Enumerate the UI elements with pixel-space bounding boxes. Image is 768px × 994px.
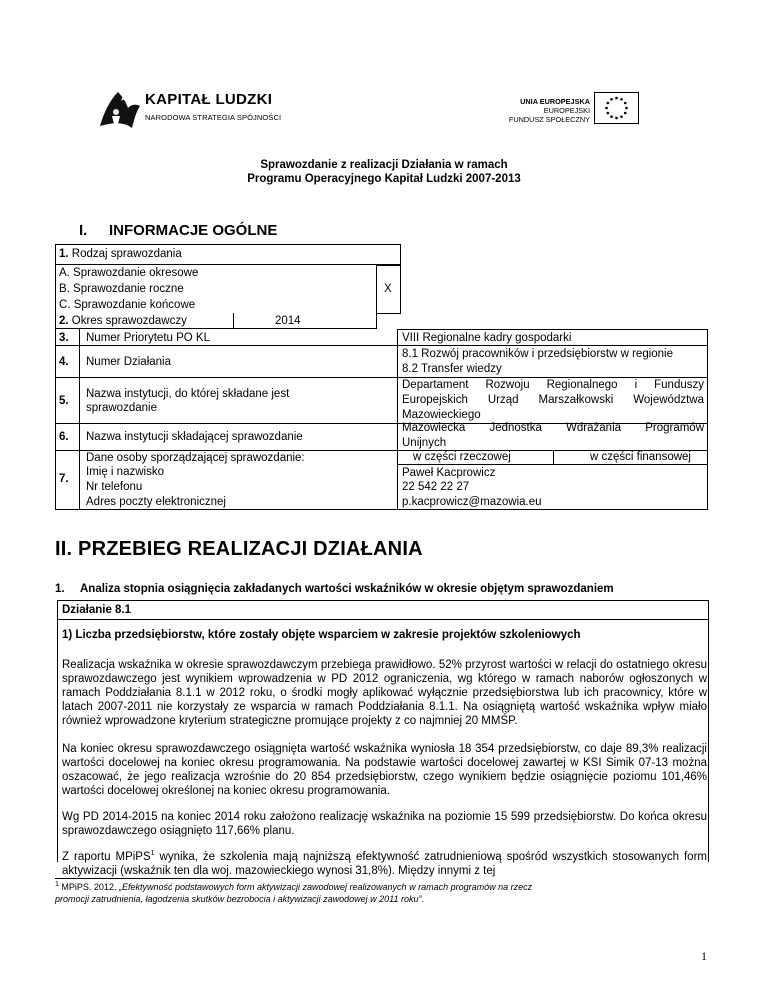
report-type-b: B. Sprawozdanie roczne (59, 283, 184, 295)
row-4-value-2: 8.2 Transfer wiedzy (402, 363, 502, 375)
paragraph-4: Z raportu MPiPS$^1$ wynika, że szkolenia mają najniższą efektywność zatrudnieniową spośród wszystkich stosowanych form aktywizacji (wskaźnik ten dla woj. mazowieckiego wynosi 31,8%). Między innymi z tej (62, 850, 707, 877)
document-title (0, 158, 768, 186)
row-5-value-3: Mazowieckiego (402, 409, 481, 421)
period-label: 2. Okres sprawozdawczy (59, 315, 187, 327)
report-type-mark: X (384, 283, 392, 295)
row-4-label: Numer Działania (86, 356, 172, 368)
paragraph-3: Wg PD 2014-2015 na koniec 2014 roku założono realizację wskaźnika na poziomie 15 599 przedsiębiorstw. Do końca okresu sprawozdawczego osiągnięto 117,66% planu. (62, 811, 707, 837)
row-6-label: Nazwa instytucji składającej sprawozdanie (86, 431, 303, 443)
row-4-number: 4. (59, 356, 69, 368)
row-6-value-1: Mazowiecka Jednostka Wdrażania Programów (402, 422, 704, 434)
row-4-value-1: 8.1 Rozwój pracowników i przedsiębiorstw w regionie (402, 348, 674, 360)
section-1-title: INFORMACJE OGÓLNE (109, 222, 278, 239)
footnote: $^1$ MPiPS. 2012. „Efektywność podstawowych form aktywizacji zawodowej realizowanych w ramach programów na rzecz promocji zatrudnienia, łagodzenia skutków bezrobocia i aktywizacji zawodowej w 2011 roku”. (55, 881, 533, 904)
kapital-ludzki-emblem-icon (100, 88, 140, 128)
section-1-number: I. (79, 222, 88, 239)
row-6-number: 6. (59, 431, 69, 443)
eu-flag-icon (594, 92, 639, 124)
kapital-ludzki-title: KAPITAŁ LUDZKI (145, 91, 273, 108)
kapital-ludzki-subtitle: NARODOWA STRATEGIA SPÓJNOŚCI (145, 113, 282, 122)
row-7-name: Paweł Kacprowicz (402, 467, 496, 479)
eu-line-2: EUROPEJSKI (543, 106, 590, 115)
row-7-part-2: w części finansowej (590, 451, 691, 463)
row-5-label-2: sprawozdanie (86, 402, 157, 414)
report-type-a: A. Sprawozdanie okresowe (59, 267, 199, 279)
subsection-1-heading: 1. Analiza stopnia osiągnięcia zakładanych wartości wskaźników w okresie objętym sprawozdaniem (55, 583, 614, 595)
page-number: 1 (701, 949, 707, 963)
eu-line-3: FUNDUSZ SPOŁECZNY (508, 115, 590, 124)
document-title-line-2: Programu Operacyjnego Kapitał Ludzki 2007-2013 (247, 173, 521, 185)
box-title: Działanie 8.1 (62, 604, 132, 616)
row-3-label: Numer Priorytetu PO KL (86, 332, 210, 344)
eu-line-1: UNIA EUROPEJSKA (520, 97, 590, 106)
kapital-ludzki-logo (96, 82, 236, 134)
eu-logo-text (478, 97, 590, 124)
row-3-number: 3. (59, 332, 69, 344)
row-7-part-1: w części rzeczowej (413, 451, 511, 463)
report-type-c: C. Sprawozdanie końcowe (59, 299, 196, 311)
paragraph-2: Na koniec okresu sprawozdawczego osiągnięta wartość wskaźnika wyniosła 18 354 przedsiębiorstw, co daje 89,3% realizacji wartości docelowej na koniec okresu programowania. Na podstawie wartości docelowej zawartej w KSI Simik 07-13 można oszacować, że jego realizacja wzrośnie do 20 854 przedsiębiorstw, czego wynikiem będzie osiągnięcie poziomu 101,46% wartości docelowej określonej na koniec okresu programowania. (62, 743, 707, 797)
row-7-email: p.kacprowicz@mazowia.eu (402, 496, 542, 508)
row-5-label-1: Nazwa instytucji, do której składane jest (86, 388, 290, 400)
period-value: 2014 (275, 315, 301, 327)
row-7-phone: 22 542 22 27 (402, 481, 470, 493)
row-5-value-2: Europejskich Urząd Marszałkowski Województwa (402, 394, 704, 406)
indicator-heading: 1) Liczba przedsiębiorstw, które zostały objęte wsparciem w zakresie projektów szkoleniowych (62, 629, 581, 641)
row-7-label-2: Imię i nazwisko (86, 466, 164, 478)
row-7-number: 7. (59, 473, 69, 485)
section-2-heading: II. PRZEBIEG REALIZACJI DZIAŁANIA (55, 538, 423, 560)
footnote-ref[interactable]: 1 (150, 850, 155, 858)
row-3-value: VIII Regionalne kadry gospodarki (402, 332, 572, 344)
row-7-label-4: Adres poczty elektronicznej (86, 496, 226, 508)
report-type-label: 1. Rodzaj sprawozdania (59, 248, 182, 260)
document-title-line-1: Sprawozdanie z realizacji Działania w ramach (260, 159, 508, 171)
row-5-value-1: Departament Rozwoju Regionalnego i Funduszy (402, 379, 704, 391)
section-1-heading (79, 222, 277, 239)
row-7-label-1: Dane osoby sporządzającej sprawozdanie: (86, 452, 305, 464)
row-7-label-3: Nr telefonu (86, 481, 143, 493)
row-5-number: 5. (59, 395, 69, 407)
paragraph-1: Realizacja wskaźnika w okresie sprawozdawczym przebiega prawidłowo. 52% przyrost wartości w relacji do ostatniego okresu sprawozdawczego jest wynikiem wprowadzenia w PD 2012 ograniczenia, wg którego w ramach naborów ogłoszonych w ramach Poddziałania 8.1.1 w 2012 roku, o środki mogły aplikować wyłącznie przedsiębiorstwa lub ich pracownicy, które w latach 2007-2011 nie korzystały ze wsparcia w ramach Poddziałania 8.1.1. Na osiągniętą wartość wskaźnika wpływ miało również wprowadzone kryterium strategiczne promujące projekty z co najmniej 20 MMŚP. (62, 659, 707, 727)
row-6-value-2: Unijnych (402, 437, 447, 449)
